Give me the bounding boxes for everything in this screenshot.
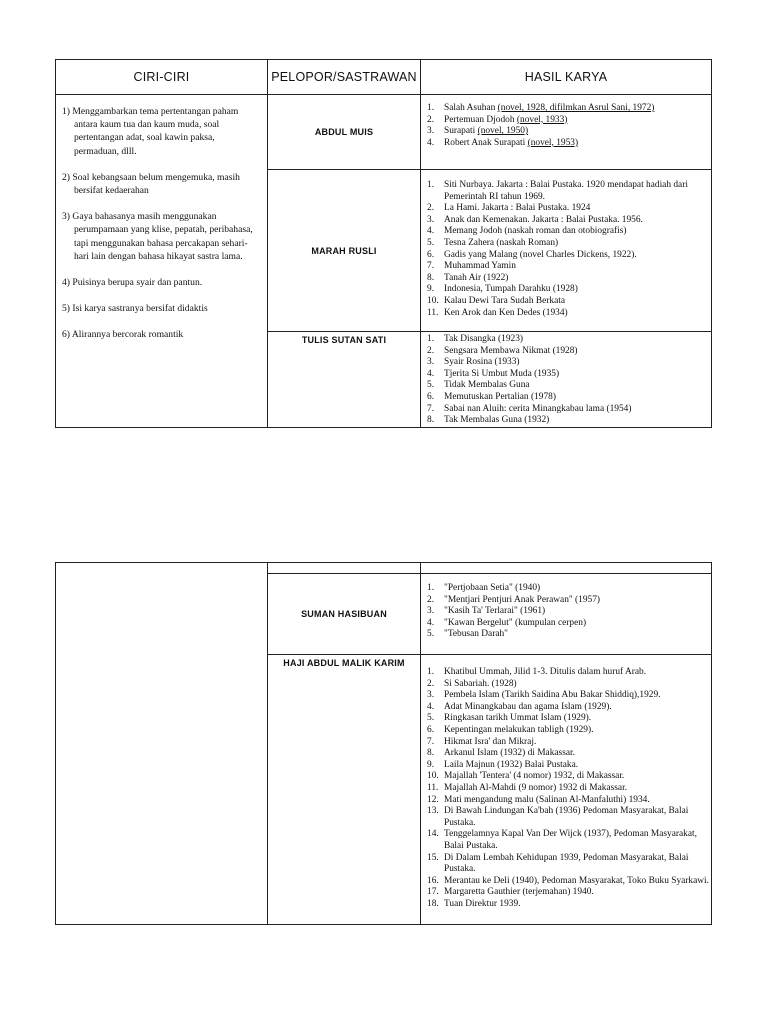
work-item: 7. Sabai nan Aluih: cerita Minangkabau lama (1954) — [427, 403, 632, 414]
work-item: 1. Siti Nurbaya. Jakarta : Balai Pustaka. 1920 mendapat hadiah dari Pemerintah RI tahun 1969. — [427, 180, 688, 202]
characteristic-item: 3) Gaya bahasanya masih menggunakan perumpamaan yang klise, pepatah, peribahasa, tapi menggunakan bahasa percakapan sehari-hari lain dengan bahasa hikayat sastra lama. — [62, 211, 253, 262]
work-item: 3. Syair Rosina (1933) — [427, 357, 520, 368]
work-item: 6. Kepentingan melakukan tabligh (1929). — [427, 724, 594, 735]
works-cell — [421, 95, 712, 170]
work-item: 10. Majallah 'Tentera' (4 nomor) 1932, di Makassar. — [427, 771, 625, 782]
work-item: 8. Arkanul Islam (1932) di Makassar. — [427, 748, 575, 759]
work-item: 16. Merantau ke Deli (1940), Pedoman Masyarakat, Toko Buku Syarkawi. — [427, 875, 709, 886]
work-item: 2. "Mentjari Pentjuri Anak Perawan" (1957) — [427, 594, 601, 605]
work-item: 11. Majallah Al-Mahdi (9 nomor) 1932 di Makassar. — [427, 782, 628, 793]
author-name: HAJI ABDUL MALIK KARIM — [268, 655, 421, 925]
header-hasil-karya: HASIL KARYA — [421, 60, 712, 95]
work-item: 9. Indonesia, Tumpah Darahku (1928) — [427, 284, 578, 295]
works-cell — [421, 170, 712, 332]
work-item: 1. Khatibul Ummah, Jilid 1-3. Ditulis dalam huruf Arab. — [427, 667, 647, 677]
work-item: 5. Tidak Membalas Guna — [427, 380, 530, 391]
work-item: 7. Hikmat Isra' dan Mikraj. — [427, 736, 537, 747]
work-item: 1. Tak Disangka (1923) — [427, 334, 524, 344]
empty-header-cell — [268, 563, 421, 574]
author-name: SUMAN HASIBUAN — [268, 574, 421, 655]
work-item: 5. Tesna Zahera (naskah Roman) — [427, 237, 559, 248]
work-item: 3. Surapati (novel, 1950) — [427, 126, 529, 137]
characteristic-item: 1) Menggambarkan tema pertentangan paham antara kaum tua dan kaum muda, soal pertentangan adat, soal kawin paksa, permaduan, dlll. — [62, 106, 239, 157]
work-item: 5. "Tebusan Darah" — [427, 629, 509, 640]
characteristic-item: 6) Alirannya bercorak romantik — [62, 329, 184, 341]
work-item: 14. Tenggelamnya Kapal Van Der Wijck (1937), Pedoman Masyarakat, Balai Pustaka. — [427, 829, 697, 851]
work-item: 15. Di Dalam Lembah Kehidupan 1939, Pedoman Masyarakat, Balai Pustaka. — [427, 852, 689, 875]
work-item: 3. Anak dan Kemenakan. Jakarta : Balai Pustaka. 1956. — [427, 214, 643, 225]
work-item: 9. Laila Majnun (1932) Balai Pustaka. — [427, 759, 579, 770]
work-item: 6. Memutuskan Pertalian (1978) — [427, 391, 556, 402]
work-item: 12. Mati mengandung malu (Salinan Al-Manfaluthi) 1934. — [427, 794, 650, 805]
work-item: 4. Adat Minangkabau dan agama Islam (1929). — [427, 701, 612, 712]
work-item: 6. Gadis yang Malang (novel Charles Dickens, 1922). — [427, 249, 637, 260]
author-name: MARAH RUSLI — [268, 170, 421, 332]
work-item: 10. Kalau Dewi Tara Sudah Berkata — [427, 295, 565, 306]
empty-characteristics-cell — [56, 563, 268, 925]
header-ciri-ciri: CIRI-CIRI — [56, 60, 268, 95]
characteristic-item: 5) Isi karya sastranya bersifat didaktis — [62, 303, 208, 315]
work-item: 2. Sengsara Membawa Nikmat (1928) — [427, 345, 578, 356]
works-cell — [421, 574, 712, 655]
work-item: 8. Tanah Air (1922) — [427, 272, 509, 283]
work-item: 4. "Kawan Bergelut" (kumpulan cerpen) — [427, 617, 587, 628]
literature-table-2 — [55, 562, 712, 925]
work-item: 1. "Pertjobaan Setia" (1940) — [427, 583, 541, 593]
works-list — [421, 103, 711, 149]
work-item: 18. Tuan Direktur 1939. — [427, 898, 521, 909]
work-item: 11. Ken Arok dan Ken Dedes (1934) — [427, 307, 568, 318]
works-list — [421, 334, 711, 427]
work-item: 1. Salah Asuhan (novel, 1928, difilmkan Asrul Sani, 1972) — [427, 103, 655, 113]
header-pelopor: PELOPOR/SASTRAWAN — [268, 60, 421, 95]
work-item: 4. Memang Jodoh (naskah roman dan otobiografis) — [427, 226, 627, 237]
author-name: TULIS SUTAN SATI — [268, 332, 421, 428]
works-list — [421, 667, 711, 910]
work-item: 4. Tjerita Si Umbut Muda (1935) — [427, 368, 560, 379]
work-item: 2. Pertemuan Djodoh (novel, 1933) — [427, 114, 568, 125]
works-cell — [421, 332, 712, 428]
work-item: 7. Muhammad Yamin — [427, 261, 516, 272]
work-item: 17. Margaretta Gauthier (terjemahan) 1940. — [427, 887, 594, 898]
work-item: 5. Ringkasan tarikh Ummat Islam (1929). — [427, 713, 592, 724]
works-list — [421, 583, 711, 641]
work-item: 13. Di Bawah Lindungan Ka'bah (1936) Pedoman Masyarakat, Balai Pustaka. — [427, 806, 689, 828]
author-name: ABDUL MUIS — [268, 95, 421, 170]
work-item: 4. Robert Anak Surapati (novel, 1953) — [427, 137, 579, 148]
characteristic-item: 4) Puisinya berupa syair dan pantun. — [62, 277, 203, 289]
work-item: 2. Si Sabariah. (1928) — [427, 678, 517, 689]
work-item: 2. La Hami. Jakarta : Balai Pustaka. 1924 — [427, 203, 591, 214]
work-item: 3. "Kasih Ta' Terlarai" (1961) — [427, 606, 546, 617]
works-cell — [421, 655, 712, 925]
characteristic-item: 2) Soal kebangsaan belum mengemuka, masih bersifat kedaerahan — [62, 171, 240, 197]
literature-table-1 — [55, 59, 712, 428]
works-list — [421, 180, 711, 319]
work-item: 3. Pembela Islam (Tarikh Saidina Abu Bakar Shiddiq),1929. — [427, 690, 661, 701]
work-item: 8. Tak Membalas Guna (1932) — [427, 415, 550, 426]
empty-header-cell — [421, 563, 712, 574]
characteristics-cell — [56, 95, 268, 428]
